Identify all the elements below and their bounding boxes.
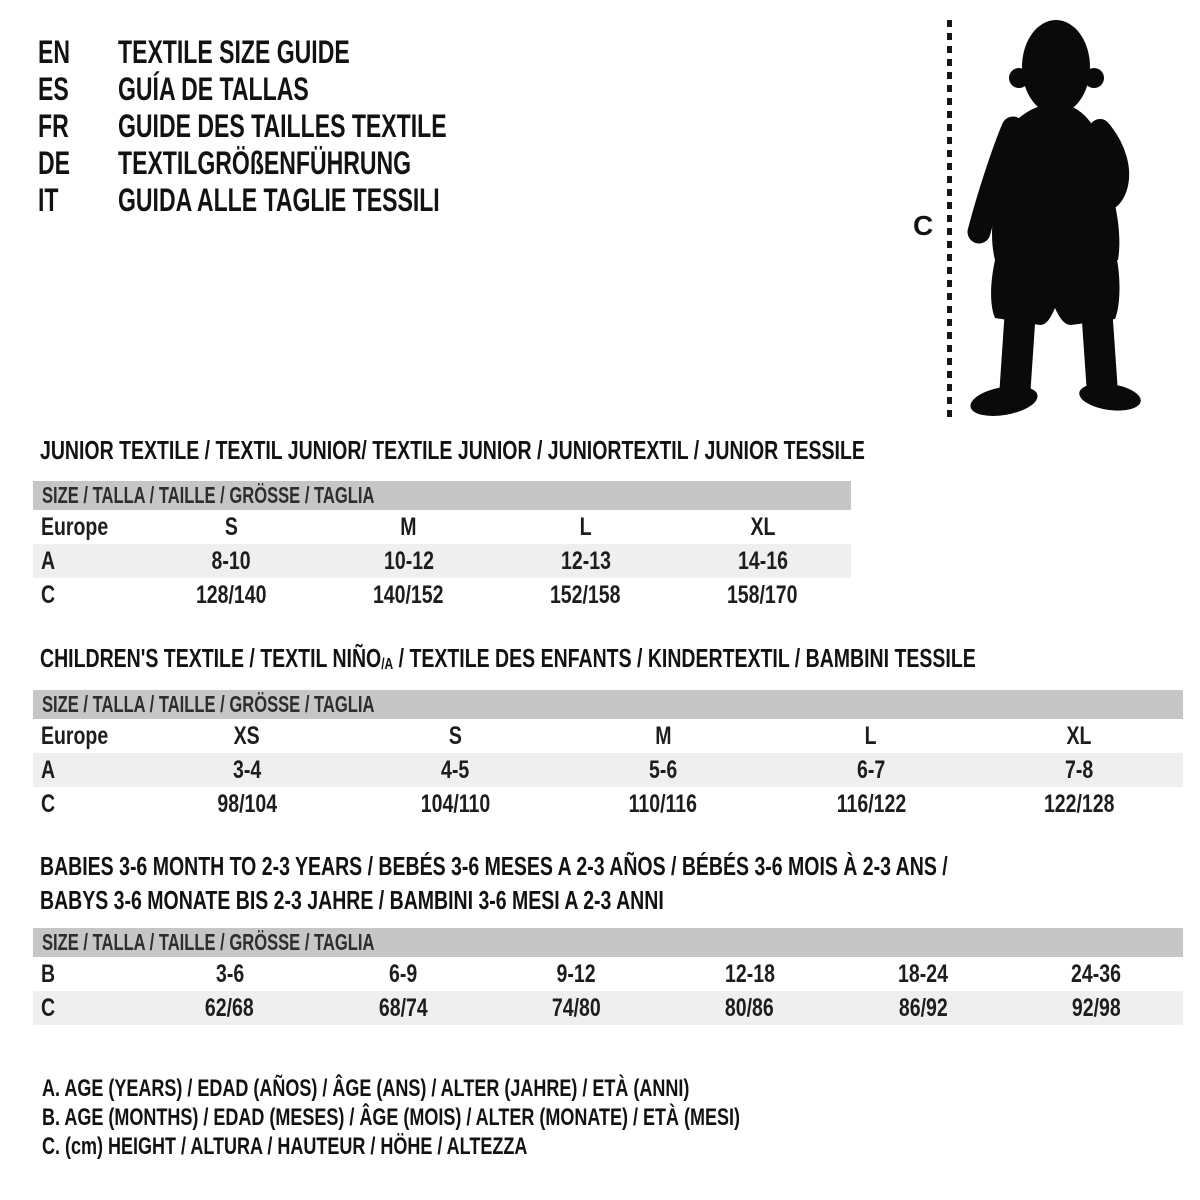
language-code-cell xyxy=(38,71,118,108)
row-label: Europe xyxy=(41,721,109,750)
row-label: C xyxy=(41,580,56,609)
section-title xyxy=(40,853,1200,921)
size-table xyxy=(33,928,1183,1025)
row-value: 152/158 xyxy=(550,580,621,609)
row-value-cell xyxy=(674,581,851,610)
row-value: 5-6 xyxy=(648,755,678,784)
language-row xyxy=(38,108,574,145)
row-value: 74/80 xyxy=(551,993,601,1022)
section-title-line xyxy=(40,887,948,921)
row-value-cell xyxy=(559,756,767,785)
table-header-label: SIZE / TALLA / TAILLE / GRÖSSE / TAGLIA xyxy=(42,482,375,508)
row-value-cell xyxy=(320,581,497,610)
section-title-text: BABIES 3-6 MONTH TO 2-3 YEARS / BEBÉS 3-6 MESES A 2-3 AÑOS / BÉBÉS 3-6 MOIS À 2-3 ANS / xyxy=(40,851,948,881)
row-value-cell xyxy=(559,790,767,819)
row-value-cell xyxy=(351,722,559,751)
row-label: A xyxy=(41,755,56,784)
row-value-cell xyxy=(497,547,674,576)
row-label: A xyxy=(41,546,56,575)
row-value-cell xyxy=(836,994,1009,1023)
table-row xyxy=(33,719,1183,753)
row-value-cell xyxy=(316,960,489,989)
height-measure-line xyxy=(947,20,952,418)
row-value-cell xyxy=(143,960,316,989)
language-code: EN xyxy=(38,34,71,70)
row-value: 98/104 xyxy=(217,789,277,818)
row-label: C xyxy=(41,993,56,1022)
row-label-cell xyxy=(33,722,143,751)
row-value-cell xyxy=(351,756,559,785)
section-title xyxy=(40,645,1200,679)
row-label-cell xyxy=(33,547,143,576)
measure-legend xyxy=(42,1074,973,1161)
row-value: 116/122 xyxy=(836,789,906,818)
row-value: 12-18 xyxy=(724,959,775,988)
language-row xyxy=(38,145,574,182)
section-title-text: / TEXTILE DES ENFANTS / KINDERTEXTIL / BAMBINI TESSILE xyxy=(393,643,976,673)
row-value-cell xyxy=(1010,960,1183,989)
row-value: S xyxy=(448,721,462,750)
row-value-cell xyxy=(143,756,351,785)
row-value: M xyxy=(654,721,672,750)
row-label-cell xyxy=(33,513,143,542)
row-value: 62/68 xyxy=(205,993,255,1022)
row-value-cell xyxy=(663,994,836,1023)
table-header-label: SIZE / TALLA / TAILLE / GRÖSSE / TAGLIA xyxy=(42,929,375,955)
row-value: 158/170 xyxy=(727,580,798,609)
row-value: 4-5 xyxy=(440,755,470,784)
row-value-cell xyxy=(975,790,1183,819)
language-label: TEXTILE SIZE GUIDE xyxy=(118,34,350,70)
language-label: GUIDE DES TAILLES TEXTILE xyxy=(118,108,447,144)
row-value-cell xyxy=(497,581,674,610)
row-value: 92/98 xyxy=(1071,993,1121,1022)
row-label: C xyxy=(41,789,56,818)
row-value: 122/128 xyxy=(1043,789,1115,818)
legend-text: C. (cm) HEIGHT / ALTURA / HAUTEUR / HÖHE / ALTEZZA xyxy=(42,1133,528,1160)
row-value-cell xyxy=(490,960,663,989)
row-value: 104/110 xyxy=(420,789,490,818)
language-row xyxy=(38,71,574,108)
language-code: ES xyxy=(38,71,69,107)
row-value: 9-12 xyxy=(556,959,596,988)
section-title-text: BABYS 3-6 MONATE BIS 2-3 JAHRE / BAMBINI 3-6 MESI A 2-3 ANNI xyxy=(40,885,664,915)
row-value: 12-13 xyxy=(560,546,611,575)
row-value-cell xyxy=(351,790,559,819)
row-value: 80/86 xyxy=(725,993,775,1022)
row-value: 18-24 xyxy=(898,959,948,988)
size-table xyxy=(33,690,1183,821)
table-row xyxy=(33,578,851,612)
row-value: 6-7 xyxy=(856,755,886,784)
row-value: M xyxy=(400,512,417,541)
row-label-cell xyxy=(33,960,143,989)
row-value-cell xyxy=(143,722,351,751)
language-row xyxy=(38,182,574,219)
row-label-cell xyxy=(33,994,143,1023)
row-label-cell xyxy=(33,790,143,819)
row-value: XL xyxy=(1066,721,1092,750)
row-value-cell xyxy=(497,513,674,542)
height-measure-label: C xyxy=(913,210,934,241)
table-header-bar xyxy=(33,690,1183,719)
language-label-cell xyxy=(118,108,574,145)
section-title xyxy=(40,437,1140,471)
legend-text: A. AGE (YEARS) / EDAD (AÑOS) / ÂGE (ANS) / ALTER (JAHRE) / ETÀ (ANNI) xyxy=(42,1075,690,1102)
row-value: 6-9 xyxy=(388,959,418,988)
language-code-cell xyxy=(38,145,118,182)
row-value-cell xyxy=(663,960,836,989)
row-value-cell xyxy=(674,547,851,576)
row-value: 3-4 xyxy=(232,755,262,784)
row-value: 110/116 xyxy=(628,789,698,818)
row-value-cell xyxy=(143,790,351,819)
row-label-cell xyxy=(33,581,143,610)
row-value: 86/92 xyxy=(898,993,948,1022)
row-value-cell xyxy=(836,960,1009,989)
row-value: S xyxy=(224,512,239,541)
language-label-cell xyxy=(118,182,565,219)
language-code: IT xyxy=(38,182,59,218)
legend-line xyxy=(42,1132,973,1161)
row-value: L xyxy=(865,721,877,750)
row-value: 3-6 xyxy=(215,959,244,988)
row-value-cell xyxy=(490,994,663,1023)
row-label-cell xyxy=(33,756,143,785)
language-code: DE xyxy=(38,145,71,181)
row-value: 10-12 xyxy=(383,546,434,575)
language-label: GUÍA DE TALLAS xyxy=(118,71,309,107)
language-code-cell xyxy=(38,182,118,219)
row-value: 128/140 xyxy=(196,580,267,609)
table-header-bar xyxy=(33,928,1183,957)
row-value: XS xyxy=(233,721,261,750)
row-label: Europe xyxy=(41,512,109,541)
size-table xyxy=(33,481,851,612)
table-row xyxy=(33,957,1183,991)
section-title-line xyxy=(40,437,865,471)
legend-line xyxy=(42,1074,973,1103)
row-value: 140/152 xyxy=(373,580,444,609)
row-value-cell xyxy=(975,722,1183,751)
row-value-cell xyxy=(143,547,320,576)
legend-line xyxy=(42,1103,973,1132)
row-value-cell xyxy=(767,790,975,819)
section-title-line xyxy=(40,853,948,887)
language-label: TEXTILGRÖßENFÜHRUNG xyxy=(118,145,412,181)
language-list xyxy=(38,34,574,219)
language-code: FR xyxy=(38,108,69,144)
row-value: L xyxy=(579,512,592,541)
row-value-cell xyxy=(767,756,975,785)
table-row xyxy=(33,991,1183,1025)
row-value: XL xyxy=(750,512,775,541)
table-row xyxy=(33,544,851,578)
row-value-cell xyxy=(143,581,320,610)
row-value-cell xyxy=(1010,994,1183,1023)
section-title-text: JUNIOR TEXTILE / TEXTIL JUNIOR/ TEXTILE JUNIOR / JUNIORTEXTIL / JUNIOR TESSILE xyxy=(40,435,865,465)
table-row xyxy=(33,510,851,544)
language-label-cell xyxy=(118,71,383,108)
row-value-cell xyxy=(143,513,320,542)
row-value: 14-16 xyxy=(737,546,788,575)
row-value: 24-36 xyxy=(1071,959,1122,988)
row-value: 8-10 xyxy=(211,546,252,575)
table-row xyxy=(33,787,1183,821)
table-row xyxy=(33,753,1183,787)
language-label: GUIDA ALLE TAGLIE TESSILI xyxy=(118,182,440,218)
section-title-line xyxy=(40,645,976,679)
legend-text: B. AGE (MONTHS) / EDAD (MESES) / ÂGE (MOIS) / ALTER (MONATE) / ETÀ (MESI) xyxy=(42,1104,740,1131)
section-title-text: CHILDREN'S TEXTILE / TEXTIL NIÑO xyxy=(40,643,382,673)
row-value-cell xyxy=(559,722,767,751)
row-value-cell xyxy=(320,513,497,542)
language-row xyxy=(38,34,574,71)
row-value-cell xyxy=(143,994,316,1023)
row-value: 7-8 xyxy=(1064,755,1094,784)
table-header-label: SIZE / TALLA / TAILLE / GRÖSSE / TAGLIA xyxy=(42,691,375,717)
language-code-cell xyxy=(38,34,118,71)
row-value-cell xyxy=(975,756,1183,785)
language-code-cell xyxy=(38,108,118,145)
table-header-bar xyxy=(33,481,851,510)
row-value-cell xyxy=(767,722,975,751)
row-value-cell xyxy=(316,994,489,1023)
row-value-cell xyxy=(320,547,497,576)
section-title-text: /A xyxy=(381,656,394,673)
language-label-cell xyxy=(118,34,440,71)
language-label-cell xyxy=(118,145,525,182)
row-value: 68/74 xyxy=(378,993,428,1022)
row-value-cell xyxy=(674,513,851,542)
row-label: B xyxy=(41,959,56,988)
toddler-silhouette xyxy=(963,12,1147,420)
